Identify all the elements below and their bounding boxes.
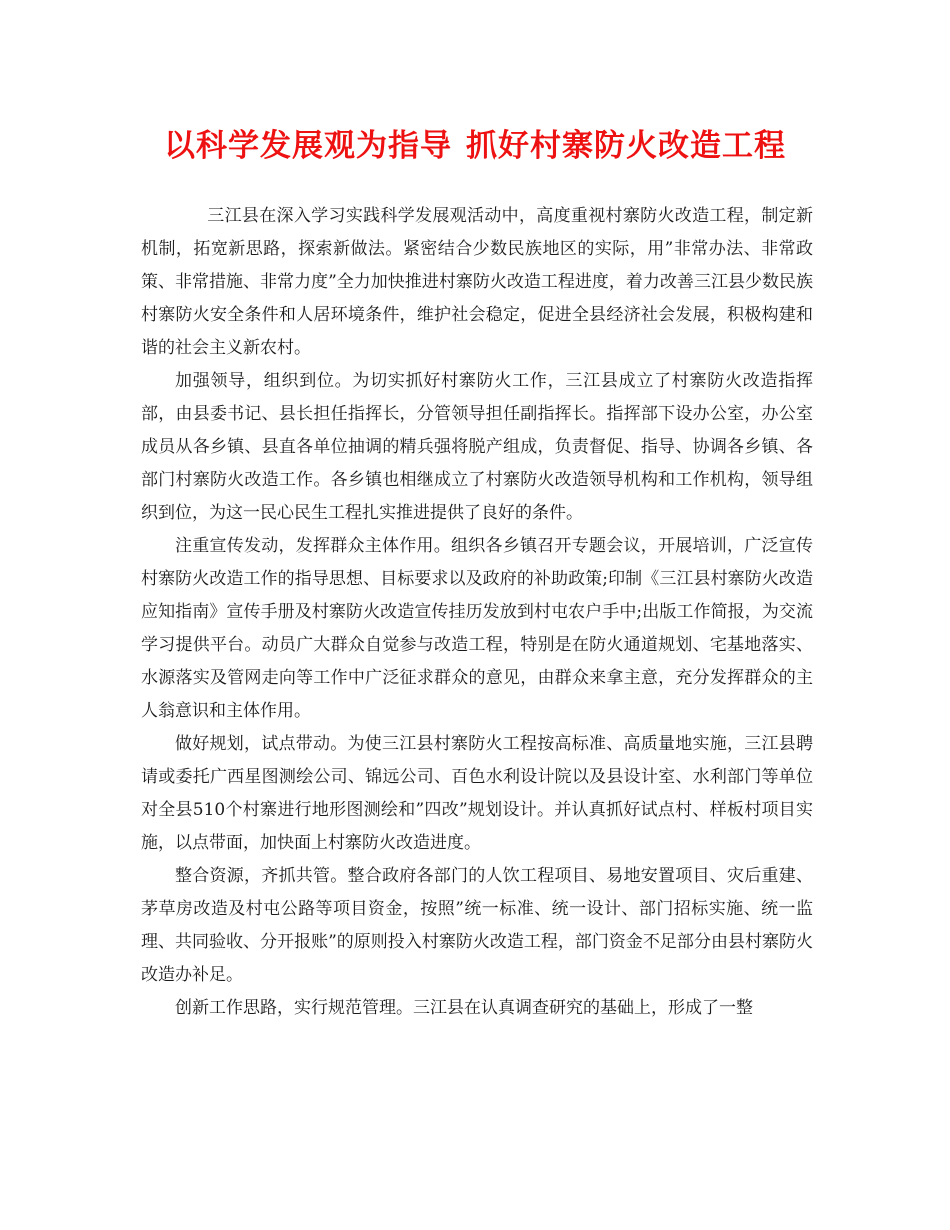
paragraph-leadership: 加强领导，组织到位。为切实抓好村寨防火工作，三江县成立了村寨防火改造指挥部，由县委书记、县长担任指挥长，分管领导担任副指挥长。指挥部下设办公室，办公室成员从各乡镇、县直各单位抽调的精兵强将脱产组成，负责督促、指导、协调各乡镇、各部门村寨防火改造工作。各乡镇也相继成立了村寨防火改造领导机构和工作机构，领导组织到位，为这一民心民生工程扎实推进提供了良好的条件。 [141, 371, 813, 523]
document-body [141, 200, 813, 1025]
title-part-1: 以科学发展观为指导 [164, 128, 452, 164]
document-title [0, 124, 950, 168]
paragraph-innovation: 创新工作思路，实行规范管理。三江县在认真调查研究的基础上，形成了一整 [175, 998, 753, 1018]
paragraph-resources: 整合资源，齐抓共管。整合政府各部门的人饮工程项目、易地安置项目、灾后重建、茅草房改造及村屯公路等项目资金，按照”统一标准、统一设计、部门招标实施、统一监理、共同验收、分开报账”的原则投入村寨防火改造工程，部门资金不足部分由县村寨防火改造办补足。 [141, 866, 813, 985]
paragraph-planning: 做好规划，试点带动。为使三江县村寨防火工程按高标准、高质量地实施，三江县聘请或委托广西星图测绘公司、锦远公司、百色水利设计院以及县设计室、水利部门等单位对全县510个村寨进行地形图测绘和”四改”规划设计。并认真抓好试点村、样板村项目实施，以点带面，加快面上村寨防火改造进度。 [141, 734, 813, 853]
paragraph-intro: 三江县在深入学习实践科学发展观活动中，高度重视村寨防火改造工程，制定新机制，拓宽新思路，探索新做法。紧密结合少数民族地区的实际，用”非常办法、非常政策、非常措施、非常力度”全力加快推进村寨防火改造工程进度，着力改善三江县少数民族村寨防火安全条件和人居环境条件，维护社会稳定，促进全县经济社会发展，积极构建和谐的社会主义新农村。 [141, 206, 813, 358]
title-part-2: 抓好村寨防火改造工程 [466, 128, 786, 164]
paragraph-publicity: 注重宣传发动，发挥群众主体作用。组织各乡镇召开专题会议，开展培训，广泛宣传村寨防火改造工作的指导思想、目标要求以及政府的补助政策;印制《三江县村寨防火改造应知指南》宣传手册及村寨防火改造宣传挂历发放到村屯农户手中;出版工作简报，为交流学习提供平台。动员广大群众自觉参与改造工程，特别是在防火通道规划、宅基地落实、水源落实及管网走向等工作中广泛征求群众的意见，由群众来拿主意，充分发挥群众的主人翁意识和主体作用。 [141, 536, 813, 721]
